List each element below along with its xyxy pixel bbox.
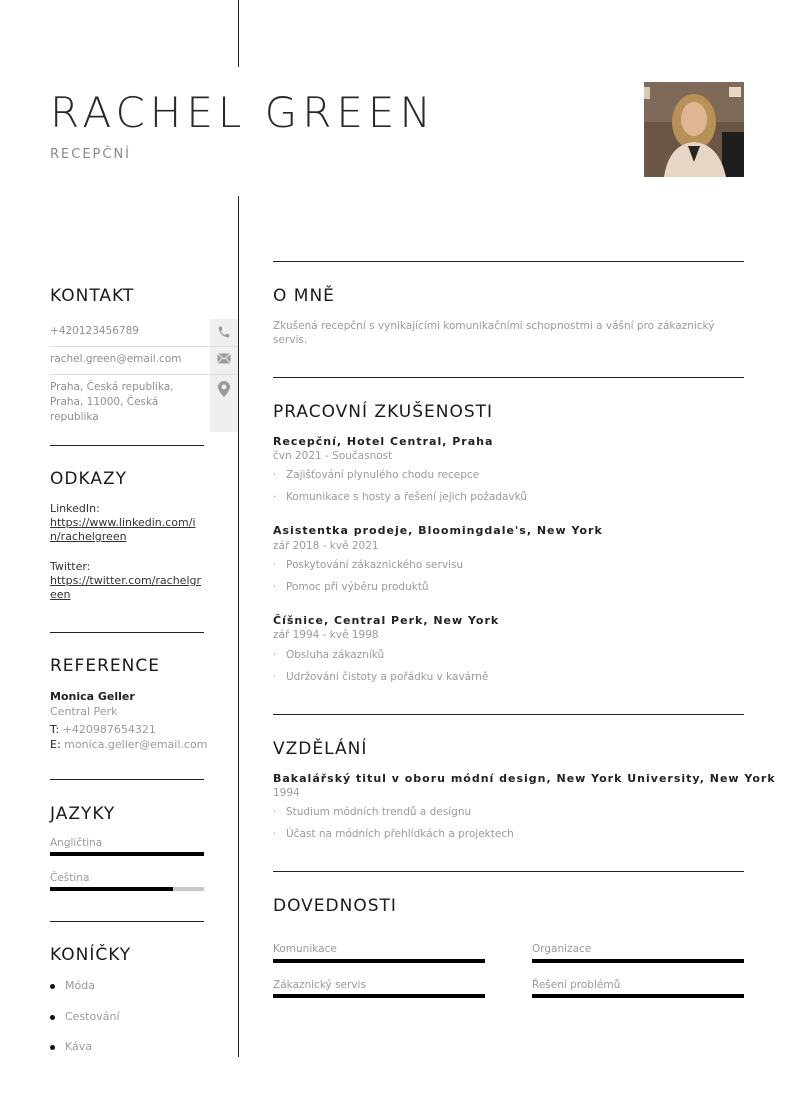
language-name: Čeština <box>50 872 90 884</box>
language-level-bar <box>50 887 204 891</box>
skill-name: Komunikace <box>273 943 337 955</box>
envelope-icon <box>210 347 238 374</box>
job-date: čvn 2021 - Současnost <box>273 450 393 462</box>
phone-number[interactable]: +420123456789 <box>50 325 139 337</box>
skill-name: Zákaznický servis <box>273 979 366 991</box>
skill-name: Organizace <box>532 943 592 955</box>
contact-email <box>50 347 238 375</box>
contact-address <box>50 375 238 432</box>
bullet-icon <box>50 1045 55 1050</box>
link-linkedin <box>50 502 202 544</box>
skill-level-bar <box>273 994 485 998</box>
hobby-label: Móda <box>65 979 95 992</box>
skills-heading: DOVEDNOSTI <box>273 896 397 916</box>
job-date: zář 2018 - kvě 2021 <box>273 540 379 552</box>
hobby-item <box>50 1040 92 1053</box>
language-level-bar <box>50 852 204 856</box>
email-address[interactable]: rachel.green@email.com <box>50 353 182 365</box>
contact-list <box>50 319 238 432</box>
education-bullet: · Studium módních trendů a designu <box>273 806 472 818</box>
reference-email[interactable]: monica.geller@email.com <box>64 738 208 751</box>
education-year: 1994 <box>273 787 300 799</box>
reference-card <box>50 689 207 752</box>
skill-level-bar <box>532 994 744 998</box>
about-text: Zkušená recepční s vynikajícími komunikačními schopnostmi a vášní pro zákaznický servis. <box>273 320 715 346</box>
divider <box>50 445 204 446</box>
job-bullet: · Udržování čistoty a pořádku v kavárně <box>273 671 489 683</box>
divider <box>273 261 744 262</box>
skill-level-fill <box>273 959 485 963</box>
divider <box>273 871 744 872</box>
job-date: zář 1994 - kvě 1998 <box>273 629 379 641</box>
language-level-fill <box>50 887 173 891</box>
divider <box>50 779 204 780</box>
bullet-icon <box>50 1015 55 1020</box>
address-line-2: Praha, 11000, Česká republika <box>50 396 159 423</box>
education-bullet: · Účast na módních přehlídkách a projektech <box>273 828 514 840</box>
contact-heading: KONTAKT <box>50 286 135 306</box>
linkedin-label: LinkedIn: <box>50 502 100 515</box>
reference-heading: REFERENCE <box>50 656 160 676</box>
reference-name: Monica Geller <box>50 690 135 703</box>
column-divider-top <box>238 0 239 67</box>
job-bullet: · Pomoc při výběru produktů <box>273 581 429 593</box>
skill-level-bar <box>532 959 744 963</box>
hobbies-heading: KONÍČKY <box>50 945 132 965</box>
divider <box>273 377 744 378</box>
twitter-link[interactable]: https://twitter.com/rachelgreen <box>50 574 202 601</box>
reference-company: Central Perk <box>50 705 118 718</box>
skill-level-fill <box>532 994 744 998</box>
job-title: Recepční, Hotel Central, Praha <box>273 435 494 448</box>
divider <box>50 921 204 922</box>
reference-email-label: E: <box>50 738 61 751</box>
hobby-label: Káva <box>65 1040 93 1053</box>
hobby-item <box>50 979 95 992</box>
education-heading: VZDĚLÁNÍ <box>273 739 368 759</box>
twitter-label: Twitter: <box>50 560 91 573</box>
education-degree: Bakalářský titul v oboru módní design, New York University, New York <box>273 772 776 785</box>
job-bullet: · Komunikace s hosty a řešení jejich požadavků <box>273 491 528 503</box>
divider <box>50 632 204 633</box>
job-title: Asistentka prodeje, Bloomingdale's, New York <box>273 524 603 537</box>
skill-name: Řešení problémů <box>532 979 621 991</box>
linkedin-link[interactable]: https://www.linkedin.com/in/rachelgreen <box>50 516 196 543</box>
skill-level-fill <box>273 994 485 998</box>
address-line-1: Praha, Česká republika, <box>50 381 174 393</box>
candidate-role: RECEPČNÍ <box>50 147 132 162</box>
reference-phone[interactable]: +420987654321 <box>62 723 156 736</box>
contact-phone <box>50 319 238 347</box>
bullet-icon <box>50 984 55 989</box>
language-level-fill <box>50 852 204 856</box>
about-heading: O MNĚ <box>273 286 335 306</box>
skill-level-bar <box>273 959 485 963</box>
map-pin-icon <box>210 375 238 432</box>
reference-phone-label: T: <box>50 723 60 736</box>
job-bullet: · Poskytování zákaznického servisu <box>273 559 464 571</box>
divider <box>273 714 744 715</box>
job-bullet: · Zajišťování plynulého chodu recepce <box>273 469 480 481</box>
language-name: Angličtina <box>50 837 103 849</box>
job-title: Číšnice, Central Perk, New York <box>273 614 500 627</box>
column-divider <box>238 196 239 1057</box>
candidate-name: RACHEL GREEN <box>50 88 436 137</box>
links-heading: ODKAZY <box>50 469 127 489</box>
experience-heading: PRACOVNÍ ZKUŠENOSTI <box>273 402 494 422</box>
phone-icon <box>210 319 238 346</box>
hobby-label: Cestování <box>65 1010 120 1023</box>
job-bullet: · Obsluha zákazníků <box>273 649 385 661</box>
link-twitter <box>50 560 202 602</box>
hobby-item <box>50 1010 120 1023</box>
profile-photo <box>644 82 744 177</box>
languages-heading: JAZYKY <box>50 804 116 824</box>
skill-level-fill <box>532 959 744 963</box>
